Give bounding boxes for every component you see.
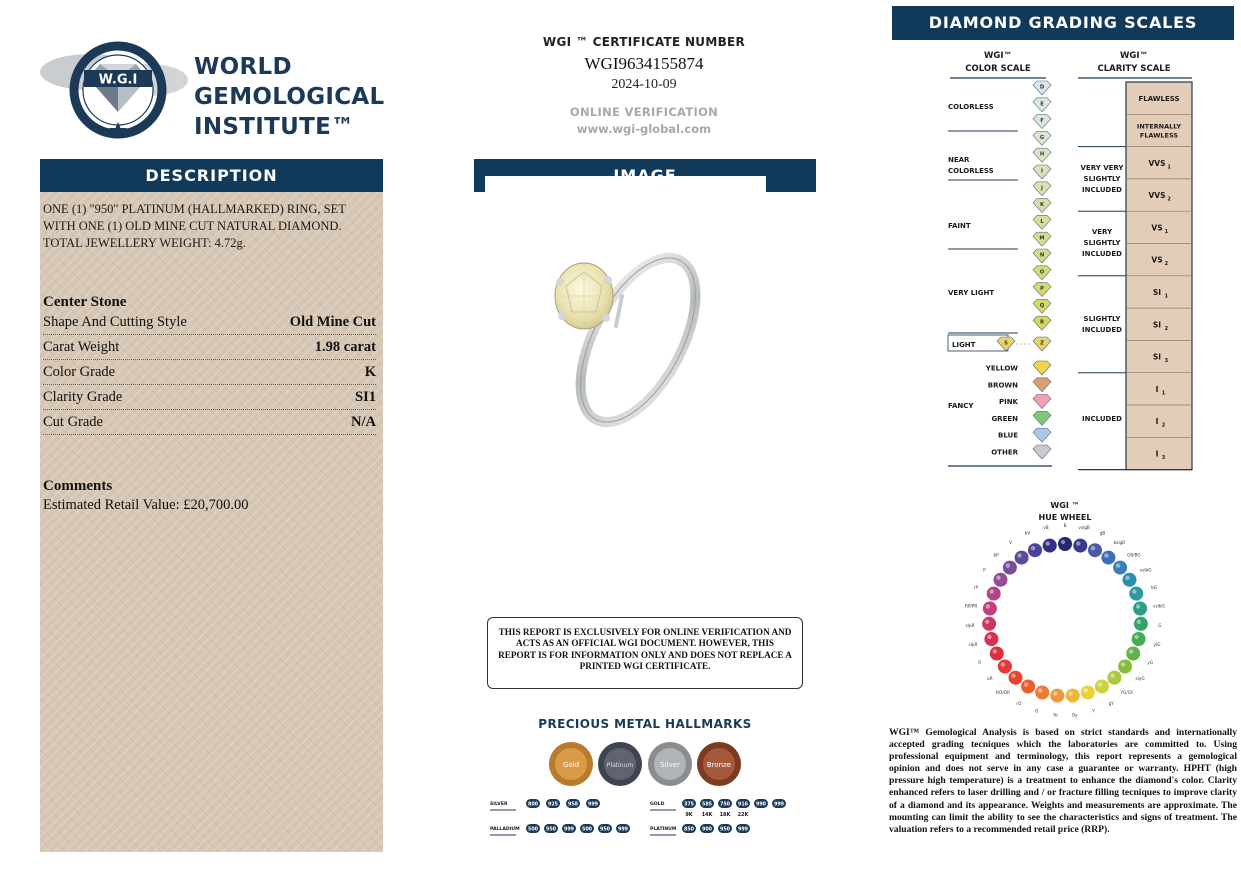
- gold-karat-label: 9K: [685, 812, 693, 818]
- silver-coin-icon: [648, 742, 692, 786]
- clarity-grade-label: VVS: [1148, 191, 1166, 201]
- hue-dot: [1088, 543, 1102, 557]
- hue-dot-highlight: [1116, 563, 1120, 567]
- hue-dot: [1003, 561, 1017, 575]
- hue-dot-highlight: [1091, 546, 1095, 550]
- clarity-group-label: SLIGHTLY: [1083, 175, 1121, 183]
- color-group-label: VERY LIGHT: [948, 289, 995, 297]
- hue-label: vslbG: [1139, 567, 1152, 573]
- hue-dot-highlight: [1011, 674, 1015, 678]
- hallmark-metal-label: PLATINUM: [650, 827, 677, 832]
- hue-label: G: [1158, 622, 1162, 628]
- hue-dot: [1015, 551, 1029, 565]
- fancy-color-label: YELLOW: [985, 364, 1018, 373]
- color-grade-letter: K: [1039, 202, 1045, 209]
- gold-karat-label: 18K: [719, 812, 731, 818]
- hue-label: oR: [987, 676, 993, 682]
- online-verification-label: ONLINE VERIFICATION: [569, 105, 719, 119]
- hue-dot-highlight: [986, 604, 990, 608]
- hallmark-metal-label: PALLADIUM: [490, 827, 520, 832]
- hallmark-stamp-value: 500: [581, 827, 593, 833]
- hue-label: R: [978, 659, 982, 665]
- hue-dot: [998, 660, 1012, 674]
- clarity-scale-title: WGI™: [1119, 51, 1149, 61]
- hue-label: bP: [993, 552, 999, 558]
- hue-dot-highlight: [1098, 682, 1102, 686]
- hue-dot-highlight: [1001, 662, 1005, 666]
- hue-label: B: [1063, 523, 1067, 528]
- hue-label: gY: [1108, 701, 1114, 707]
- comments-title: Comments: [43, 478, 113, 494]
- hue-dot-highlight: [1017, 553, 1021, 557]
- hue-dot-highlight: [987, 635, 991, 639]
- hallmark-stamp-value: 999: [773, 802, 785, 808]
- hue-dot: [1066, 689, 1080, 703]
- hue-dot-highlight: [1076, 541, 1080, 545]
- hue-label: bslgB: [1113, 540, 1126, 545]
- spec-value: K: [364, 364, 376, 380]
- hue-label: V: [1009, 540, 1013, 545]
- hue-label: bG: [1151, 585, 1158, 590]
- clarity-scale-title: CLARITY SCALE: [1097, 64, 1171, 74]
- hue-dot: [1081, 686, 1095, 700]
- color-grade-letter: L: [1040, 218, 1044, 225]
- description-text: ONE (1) "950" PLATINUM (HALLMARKED) RING, SET WITH ONE (1) OLD MINE CUT NATURAL DIAMOND. TOTAL JEWELLERY WEIGHT: 4.72g.: [43, 202, 346, 250]
- hue-label: vslbG: [1153, 603, 1165, 609]
- hue-label: RP/PR: [964, 603, 978, 609]
- clarity-grade-label: VS: [1151, 223, 1163, 233]
- spec-label: Clarity Grade: [43, 389, 123, 405]
- hue-dot: [1035, 686, 1049, 700]
- wgi-logo: [38, 40, 388, 144]
- hue-dot: [1129, 587, 1143, 601]
- color-grade-letter: H: [1039, 151, 1045, 158]
- hue-label: gB: [1099, 530, 1106, 536]
- color-grade-letter: D: [1039, 84, 1045, 91]
- ring-image: [530, 222, 710, 432]
- platinum-coin-icon: [598, 742, 642, 786]
- color-group-label: LIGHT: [952, 341, 976, 349]
- hue-dot-highlight: [1061, 540, 1065, 544]
- hue-dot-highlight: [985, 620, 989, 624]
- hue-dot-highlight: [1121, 662, 1125, 666]
- clarity-grade-label: SI: [1152, 352, 1162, 362]
- fancy-color-label: OTHER: [991, 448, 1018, 457]
- hue-label: Oy: [1071, 712, 1078, 718]
- hue-dot: [982, 617, 996, 631]
- certificate-label: WGI ™ CERTIFICATE NUMBER: [542, 35, 746, 49]
- gold-karat-label: 22K: [737, 812, 749, 818]
- hallmark-stamp-value: 916: [737, 802, 749, 808]
- hue-dot: [1101, 551, 1115, 565]
- hue-dot: [1058, 537, 1072, 551]
- hallmark-stamp-value: 958: [567, 802, 579, 808]
- hue-label: vslgB: [1078, 524, 1090, 530]
- hue-dot-highlight: [1053, 691, 1057, 695]
- clarity-grade-subscript: 3: [1161, 454, 1166, 461]
- spec-label: Cut Grade: [43, 414, 103, 430]
- spec-row-color: [43, 360, 376, 385]
- spec-label: Shape And Cutting Style: [43, 314, 187, 330]
- spec-row-shape: [43, 310, 376, 335]
- clarity-grade-label: I: [1155, 449, 1159, 459]
- hue-dot-highlight: [1125, 576, 1129, 580]
- hue-dot: [1043, 539, 1057, 553]
- fancy-gem-icon: [1033, 445, 1051, 459]
- hue-dot-highlight: [996, 576, 1000, 580]
- color-grade-letter: Z: [1040, 340, 1044, 347]
- hue-dot-highlight: [1137, 620, 1141, 624]
- hue-dot: [983, 602, 997, 616]
- hue-dot: [1050, 689, 1064, 703]
- hallmark-stamp-value: 999: [587, 802, 599, 808]
- clarity-grade-label: VVS: [1148, 158, 1166, 168]
- hue-dot: [987, 587, 1001, 601]
- analysis-disclaimer: WGI™ Gemological Analysis is based on strict standards and internationally accepted grading tecniques which the laboratories are committed to. Using professional equipment and terminology, this report represents a gemological opinion and does not serve in any case a guarantee or warranty. HPHT (high pressure high temperature) is a treatment to enhance the diamond's color. Clarity enhanced refers to laser drilling and / or fracture filling tecniques to improve clarity of a diamond and its appearance. Weights and measurements are approximate. The mounting can limit the ability to see the characteristics and signs of treatment. The valuation refers to a recommended retail price (RRP).: [889, 727, 1237, 835]
- clarity-grade-label: SI: [1152, 320, 1162, 330]
- color-grade-letter: S: [1004, 340, 1008, 347]
- color-scale-title: WGI™: [983, 51, 1013, 61]
- hallmark-stamp-value: 800: [527, 802, 539, 808]
- clarity-grade-label: FLAWLESS: [1138, 95, 1180, 104]
- color-group-label: NEAR: [948, 156, 970, 164]
- center-stone-title: Center Stone: [43, 294, 127, 310]
- gold-coin-icon: [549, 742, 593, 786]
- hallmark-metal-label: SILVER: [490, 802, 508, 807]
- hue-label: bV: [1024, 530, 1031, 536]
- org-name: [194, 52, 385, 142]
- clarity-group-label: INCLUDED: [1082, 250, 1122, 258]
- hue-dot: [1133, 602, 1147, 616]
- hallmark-stamp-value: 375: [683, 802, 695, 808]
- hallmark-stamp-value: 990: [755, 802, 767, 808]
- clarity-group-label: SLIGHTLY: [1083, 239, 1121, 247]
- color-grade-letter: E: [1040, 101, 1044, 108]
- hue-dot: [1113, 561, 1127, 575]
- certificate-date: 2024-10-09: [611, 77, 677, 92]
- hue-wheel: [960, 500, 1170, 718]
- fancy-group-label: FANCY: [948, 402, 974, 410]
- hallmark-stamp-value: 950: [719, 827, 731, 833]
- clarity-grade-label: I: [1155, 384, 1159, 394]
- spec-value: SI1: [355, 389, 376, 405]
- image-header-overlay: [485, 176, 766, 196]
- color-grade-letter: O: [1039, 269, 1045, 276]
- hallmark-stamp-value: 750: [719, 802, 731, 808]
- clarity-group-label: INCLUDED: [1082, 326, 1122, 334]
- fancy-gem-icon: [1033, 361, 1051, 375]
- fancy-color-label: PINK: [998, 398, 1018, 407]
- spec-label: Color Grade: [43, 364, 116, 380]
- verification-notice: THIS REPORT IS EXCLUSIVELY FOR ONLINE VERIFICATION AND ACTS AS AN OFFICIAL WGI DOCUMENT. HOWEVER, THIS REPORT IS FOR INFORMATION ONLY AND DOES NOT REPLACE A PRINTED WGI CERTIFICATE.: [487, 617, 803, 689]
- clarity-group-label: INCLUDED: [1082, 186, 1122, 194]
- hue-dot-highlight: [1134, 635, 1138, 639]
- hue-dot: [1009, 671, 1023, 685]
- color-grade-letter: G: [1039, 134, 1045, 141]
- hue-dot-highlight: [1024, 682, 1028, 686]
- hue-label: slpR: [965, 622, 975, 628]
- comments-text: Estimated Retail Value: £20,700.00: [43, 497, 249, 513]
- hue-dot-highlight: [993, 649, 997, 653]
- clarity-group-label: VERY VERY: [1080, 164, 1124, 172]
- color-grade-letter: P: [1040, 286, 1044, 293]
- image-header: [474, 159, 816, 192]
- metal-coins: [545, 740, 745, 788]
- spec-row-carat: [43, 335, 376, 360]
- hue-dot: [1118, 660, 1132, 674]
- hallmark-stamp-value: 950: [545, 827, 557, 833]
- hue-dot: [1134, 617, 1148, 631]
- color-group-label: FAINT: [948, 222, 971, 230]
- clarity-grade-subscript: 2: [1164, 325, 1169, 332]
- clarity-grade-subscript: 1: [1164, 293, 1169, 300]
- org-name-line2: GEMOLOGICAL: [194, 84, 385, 110]
- hue-dot-highlight: [1136, 604, 1140, 608]
- hallmark-stamp-value: 850: [683, 827, 695, 833]
- color-group-label: COLORLESS: [948, 167, 994, 175]
- hue-label: P: [983, 567, 986, 573]
- wgi-emblem-icon: [38, 40, 188, 140]
- hallmark-stamp-value: 900: [701, 827, 713, 833]
- hue-dot: [990, 647, 1004, 661]
- fancy-gem-icon: [1033, 428, 1051, 442]
- clarity-group-label: SLIGHTLY: [1083, 315, 1121, 323]
- hue-dot-highlight: [1031, 546, 1035, 550]
- clarity-grade-subscript: 1: [1161, 390, 1166, 397]
- hue-dot-highlight: [1038, 688, 1042, 692]
- color-grade-letter: M: [1039, 235, 1045, 242]
- hue-dot: [1073, 539, 1087, 553]
- color-grade-letter: N: [1039, 252, 1045, 259]
- hallmark-stamp-value: 585: [701, 802, 713, 808]
- hallmark-stamp-value: 999: [737, 827, 749, 833]
- clarity-grade-subscript: 1: [1164, 228, 1169, 235]
- color-group-label: COLORLESS: [948, 103, 994, 111]
- hallmark-stamp-value: 999: [563, 827, 575, 833]
- spec-row-cut: [43, 410, 376, 435]
- clarity-grade-label: INTERNALLY: [1136, 122, 1182, 131]
- clarity-grade-subscript: 1: [1167, 164, 1171, 171]
- hue-dot-highlight: [1069, 691, 1073, 695]
- clarity-grade-label: I: [1155, 417, 1159, 427]
- hue-label: Y: [1092, 708, 1095, 714]
- hallmark-stamps: [488, 798, 808, 850]
- spec-row-clarity: [43, 385, 376, 410]
- hue-label: rP: [973, 585, 979, 590]
- hue-dot-highlight: [1006, 563, 1010, 567]
- hue-label: YG/GY: [1120, 690, 1134, 696]
- hue-label: RO/OR: [996, 690, 1011, 696]
- hue-dot: [1108, 671, 1122, 685]
- hue-dot: [994, 573, 1008, 587]
- fancy-gem-icon: [1033, 378, 1051, 392]
- clarity-grade-subscript: 3: [1164, 358, 1169, 365]
- hue-label: slpR: [968, 641, 978, 647]
- hue-dot-highlight: [1110, 674, 1114, 678]
- hallmark-stamp-value: 999: [617, 827, 629, 833]
- grading-scales: [940, 46, 1202, 476]
- spec-value: N/A: [351, 414, 376, 430]
- color-grade-letter: Q: [1039, 302, 1045, 309]
- hue-dot: [1123, 573, 1137, 587]
- fancy-color-label: GREEN: [991, 414, 1018, 423]
- spec-table: [43, 310, 376, 435]
- hue-dot: [1095, 680, 1109, 694]
- clarity-grade-label: FLAWLESS: [1139, 131, 1179, 140]
- clarity-group-label: INCLUDED: [1082, 415, 1122, 423]
- bronze-coin-icon: [697, 742, 741, 786]
- gold-karat-label: 14K: [701, 812, 713, 818]
- fancy-color-label: BLUE: [997, 431, 1018, 440]
- org-name-line3: INSTITUTE™: [194, 114, 355, 140]
- color-grade-letter: R: [1040, 319, 1044, 326]
- spec-value: Old Mine Cut: [289, 314, 376, 330]
- color-scale-title: COLOR SCALE: [965, 64, 1031, 74]
- clarity-grade-label: VS: [1151, 255, 1163, 265]
- clarity-group-label: VERY: [1091, 228, 1113, 236]
- hue-dot-highlight: [1104, 553, 1108, 557]
- hue-label: Yo: [1053, 712, 1058, 718]
- hue-dot: [1126, 647, 1140, 661]
- description-header: DESCRIPTION: [40, 159, 383, 192]
- hue-dot: [1021, 680, 1035, 694]
- hue-wheel-title: WGI ™: [1050, 501, 1080, 510]
- svg-text:Bronze: Bronze: [706, 761, 732, 769]
- hue-label: GB/BG: [1127, 552, 1141, 558]
- color-grade-letter: F: [1040, 118, 1044, 125]
- hue-wheel-title: HUE WHEEL: [1038, 513, 1092, 522]
- certificate-number: WGI9634155874: [584, 54, 704, 73]
- fancy-gem-icon: [1033, 411, 1051, 425]
- hue-dot-highlight: [990, 589, 994, 593]
- verification-url[interactable]: www.wgi-global.com: [576, 122, 712, 136]
- clarity-grade-subscript: 2: [1167, 196, 1171, 203]
- color-grade-letter: I: [1041, 168, 1043, 175]
- clarity-grade-subscript: 2: [1164, 261, 1169, 268]
- hallmark-stamp-value: 950: [599, 827, 611, 833]
- clarity-grade-subscript: 2: [1161, 422, 1166, 429]
- hallmark-stamp-value: 500: [527, 827, 539, 833]
- clarity-grade-label: SI: [1152, 287, 1162, 297]
- hue-label: O: [1034, 708, 1039, 714]
- hue-dot: [1028, 543, 1042, 557]
- hallmark-stamp-value: 925: [547, 802, 559, 808]
- color-grade-letter: J: [1041, 185, 1043, 192]
- org-name-line1: WORLD: [194, 54, 292, 80]
- svg-text:Platinum: Platinum: [606, 762, 634, 769]
- description-panel: [40, 192, 383, 852]
- hue-dot: [1132, 632, 1146, 646]
- spec-label: Carat Weight: [43, 339, 120, 355]
- fancy-gem-icon: [1033, 395, 1051, 409]
- grading-scales-header: DIAMOND GRADING SCALES: [892, 6, 1234, 40]
- hue-label: slyG: [1135, 676, 1145, 682]
- fancy-color-label: BROWN: [987, 381, 1018, 390]
- spec-value: 1.98 carat: [314, 339, 376, 355]
- svg-text:Silver: Silver: [660, 761, 680, 769]
- hue-label: ylG: [1153, 641, 1161, 647]
- hue-dot-highlight: [1129, 649, 1133, 653]
- hue-dot-highlight: [1132, 589, 1136, 593]
- hue-label: yG: [1147, 659, 1154, 665]
- hue-label: rO: [1016, 701, 1022, 707]
- hue-dot: [984, 632, 998, 646]
- hallmarks-title: PRECIOUS METAL HALLMARKS: [538, 717, 752, 731]
- hallmark-metal-label: GOLD: [650, 802, 665, 807]
- svg-text:Gold: Gold: [562, 761, 580, 769]
- hue-label: vB: [1043, 524, 1049, 530]
- hue-dot-highlight: [1084, 688, 1088, 692]
- hue-dot-highlight: [1046, 541, 1050, 545]
- logo-mark-text: W.G.I: [98, 72, 138, 88]
